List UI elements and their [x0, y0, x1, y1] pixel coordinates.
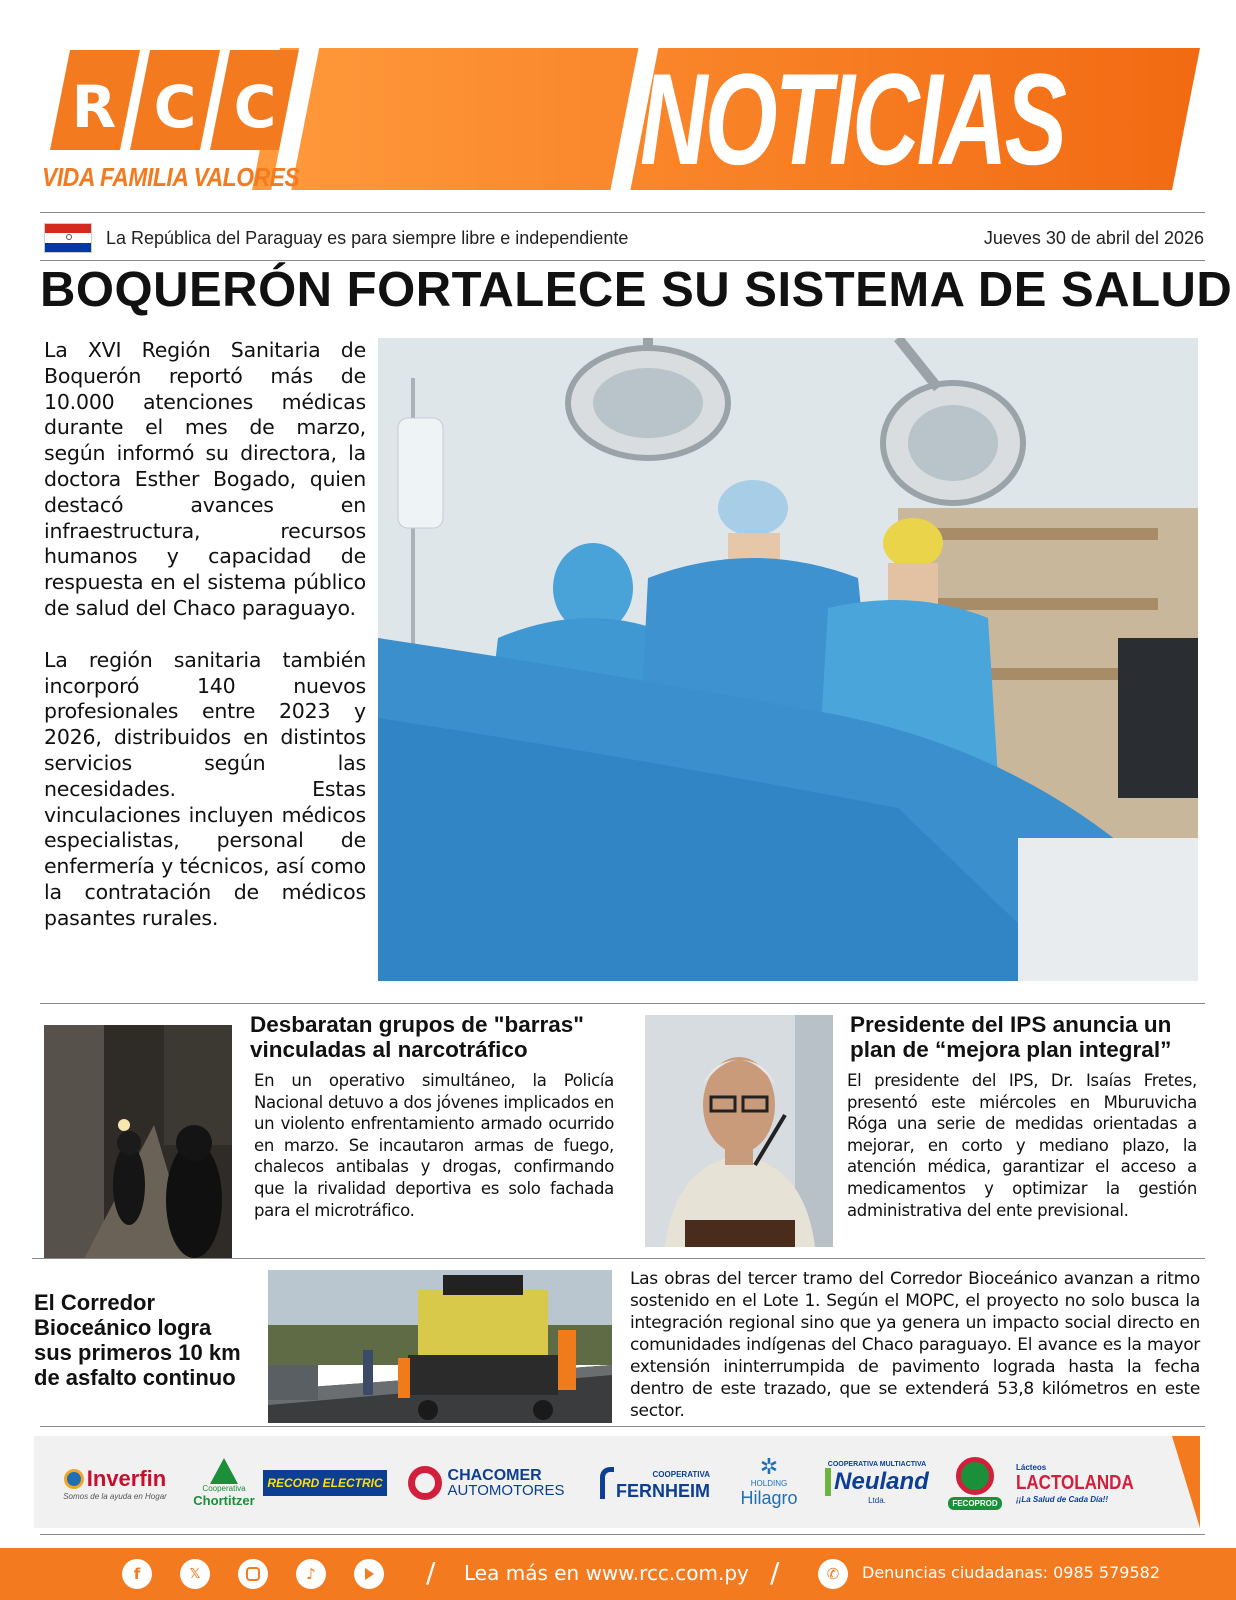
complaints-line: Denuncias ciudadanas: 0985 579582	[862, 1563, 1160, 1582]
lactolanda-top: Lácteos	[1016, 1462, 1047, 1472]
ips-president-photo	[645, 1015, 833, 1247]
main-paragraph-2: La región sanitaria también incorporó 140 nuevos profesionales entre 2023 y 2026, distribuidos en distintos servicios según las necesidades. Estas vinculaciones incluyen médicos especialistas, personal de enfermería y técnicos, así como la contratación de médicos pasantes rurales.	[44, 647, 366, 930]
divider-sponsors	[40, 1426, 1205, 1427]
whatsapp-icon[interactable]: ✆	[818, 1559, 848, 1589]
fernheim-top: COOPERATIVA	[652, 1470, 710, 1479]
logo-tagline: VIDA FAMILIA VALORES	[42, 162, 300, 192]
chortitzer-tree-icon	[210, 1458, 238, 1484]
logo-letter-c1: C	[153, 73, 197, 141]
hilagro-logo-icon: ✲	[759, 1455, 779, 1480]
inverfin-name: Inverfin	[86, 1465, 167, 1491]
lactolanda-name: LACTOLANDA	[1016, 1471, 1134, 1494]
story-barras-body: En un operativo simultáneo, la Policía Nacional detuvo a dos jóvenes implicados en un violento enfrentamiento armado ocurrido en marzo. Se incautaron armas de fuego, chalecos antibalas y drogas, confirmando que la rivalidad deportiva es solo fachada para el microtráfico.	[254, 1071, 614, 1220]
surgery-photo	[378, 338, 1198, 981]
story-ips-body: El presidente del IPS, Dr. Isaías Fretes, presentó este miércoles en Mburuvicha Róga una serie de medidas orientadas a mejorar, en corto y mediano plazo, la atención médica, garantizar el acceso a medicamentos y optimizar la gestión administrativa del ente previsional.	[847, 1071, 1197, 1220]
neuland-sub: Ltda.	[868, 1496, 886, 1505]
sponsor-record-electric[interactable]	[269, 1448, 381, 1518]
issue-date: Jueves 30 de abril del 2026	[983, 228, 1204, 248]
divider-main	[40, 1003, 1205, 1004]
sponsor-band	[34, 1436, 1200, 1528]
sponsor-band-corner	[1172, 1436, 1200, 1528]
neuland-name: Neuland	[825, 1468, 929, 1496]
sponsor-chortitzer[interactable]	[184, 1448, 264, 1518]
sponsor-lactolanda[interactable]	[1016, 1448, 1134, 1518]
x-icon[interactable]: 𝕏	[180, 1559, 210, 1589]
sponsor-hilagro[interactable]	[726, 1448, 812, 1518]
chortitzer-top: Cooperativa	[202, 1484, 246, 1493]
paraguay-flag-icon	[44, 223, 92, 253]
facebook-icon[interactable]: f	[122, 1559, 152, 1589]
footer-separator-1: /	[426, 1556, 436, 1589]
main-article-text	[44, 338, 366, 958]
chacomer-name: CHACOMER	[447, 1467, 542, 1484]
instagram-icon[interactable]	[238, 1559, 268, 1589]
fecoprod-name: FECOPROD	[948, 1497, 1001, 1510]
masthead	[0, 0, 1236, 205]
fernheim-logo-icon	[600, 1467, 614, 1499]
inverfin-logo-icon	[64, 1469, 84, 1489]
national-motto: La República del Paraguay es para siempre libre e independiente	[106, 228, 629, 248]
divider-top	[40, 212, 1205, 213]
read-more-link[interactable]: Lea más en www.rcc.com.py	[464, 1561, 749, 1585]
divider-info	[40, 260, 1205, 261]
main-headline: BOQUERÓN FORTALECE SU SISTEMA DE SALUD	[40, 263, 1233, 317]
road-works-photo	[268, 1270, 612, 1423]
neuland-top: COOPERATIVA MULTIACTIVA	[827, 1461, 927, 1468]
divider-stories	[32, 1258, 1205, 1259]
logo-letter-c2: C	[233, 73, 277, 141]
info-bar	[44, 220, 1204, 256]
sponsor-fecoprod[interactable]	[942, 1448, 1008, 1518]
sponsor-inverfin[interactable]	[56, 1448, 174, 1518]
record-name: RECORD ELECTRIC	[263, 1470, 386, 1496]
hilagro-name: Hilagro	[740, 1488, 798, 1508]
police-photo	[44, 1025, 232, 1259]
lactolanda-sub: ¡¡La Salud de Cada Día!!	[1016, 1494, 1109, 1504]
chacomer-sub: AUTOMOTORES	[447, 1482, 565, 1499]
divider-footer	[40, 1534, 1205, 1535]
sponsor-fernheim[interactable]	[592, 1448, 718, 1518]
fecoprod-logo-icon	[956, 1457, 994, 1495]
sponsor-chacomer[interactable]	[390, 1448, 582, 1518]
footer-bar	[0, 1548, 1236, 1600]
tiktok-icon[interactable]: ♪	[296, 1559, 326, 1589]
logo-letter-r: R	[71, 73, 117, 141]
main-paragraph-1: La XVI Región Sanitaria de Boquerón reportó más de 10.000 atenciones médicas durante el mes de marzo, según informó su directora, la doctora Esther Bogado, quien destacó avances en infraestructura, recursos humanos y capacidad de respuesta en el sistema público de salud del Chaco paraguayo.	[44, 338, 366, 620]
story-ips-title: Presidente del IPS anuncia un plan de “mejora plan integral”	[850, 1012, 1172, 1062]
story-corredor-title: El Corredor Bioceánico logra sus primeros 10 km de asfalto continuo	[34, 1290, 241, 1390]
sponsor-neuland[interactable]	[820, 1448, 934, 1518]
fernheim-name: FERNHEIM	[616, 1481, 710, 1501]
story-corredor-body: Las obras del tercer tramo del Corredor Bioceánico avanzan a ritmo sostenido en el Lote 1. Según el MOPC, el proyecto no solo busca la integración regional sino que ya genera un impacto social directo en comunidades indígenas del Chaco paraguayo. El avance es la mayor extensión ininterrumpida de pavimento lograda hasta la fecha dentro de este trazado, que se extenderá 53,8 kilómetros en este sector.	[630, 1269, 1200, 1421]
footer-separator-2: /	[770, 1556, 780, 1589]
section-title: NOTICIAS	[640, 46, 1065, 192]
hilagro-top: HOLDING	[750, 1479, 788, 1488]
chacomer-logo-icon	[408, 1466, 442, 1500]
inverfin-sub: Somos de la ayuda en Hogar	[63, 1491, 167, 1501]
story-barras-title: Desbaratan grupos de "barras" vinculadas al narcotráfico	[250, 1012, 584, 1062]
chortitzer-name: Chortitzer	[193, 1493, 255, 1508]
youtube-icon[interactable]	[354, 1559, 384, 1589]
